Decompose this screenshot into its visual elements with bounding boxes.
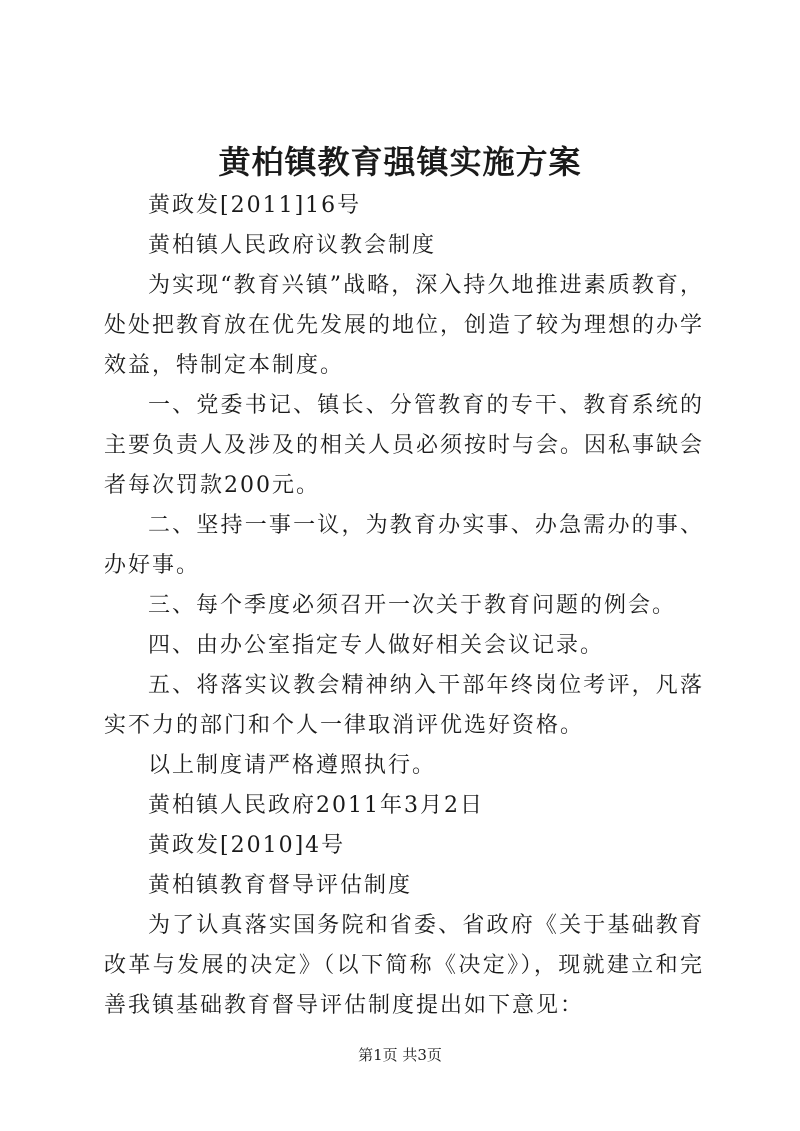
paragraph-item-1: 一、党委书记、镇长、分管教育的专干、教育系统的主要负责人及涉及的相关人员必须按时与会。因私事缺会者每次罚款200元。 <box>104 393 705 498</box>
doc-number-2010: 黄政发[2010]4号 <box>148 833 346 858</box>
signature-date: 黄柏镇人民政府2011年3月2日 <box>148 793 484 818</box>
page-footer: 第1页 共3页 <box>358 1046 442 1064</box>
section-heading-supervision: 黄柏镇教育督导评估制度 <box>148 873 413 898</box>
document-title: 黄柏镇教育强镇实施方案 <box>218 143 582 181</box>
paragraph-item-4: 四、由办公室指定专人做好相关会议记录。 <box>148 633 605 658</box>
paragraph-supervision-intro: 为了认真落实国务院和省委、省政府《关于基础教育改革与发展的决定》（以下简称《决定》），现就建立和完善我镇基础教育督导评估制度提出如下意见： <box>104 913 704 1018</box>
section-heading-council: 黄柏镇人民政府议教会制度 <box>148 233 437 258</box>
document-body <box>104 186 704 1026</box>
paragraph-item-3: 三、每个季度必须召开一次关于教育问题的例会。 <box>148 593 677 618</box>
paragraph-item-2: 二、坚持一事一议，为教育办实事、办急需办的事、办好事。 <box>104 513 704 578</box>
paragraph-intro: 为实现“教育兴镇”战略，深入持久地推进素质教育，处处把教育放在优先发展的地位，创造了较为理想的办学效益，特制定本制度。 <box>104 273 705 378</box>
paragraph-item-5: 五、将落实议教会精神纳入干部年终岗位考评，凡落实不力的部门和个人一律取消评优选好资格。 <box>104 673 704 738</box>
doc-number-2011: 黄政发[2011]16号 <box>148 193 362 218</box>
paragraph-closing: 以上制度请严格遵照执行。 <box>148 753 437 778</box>
